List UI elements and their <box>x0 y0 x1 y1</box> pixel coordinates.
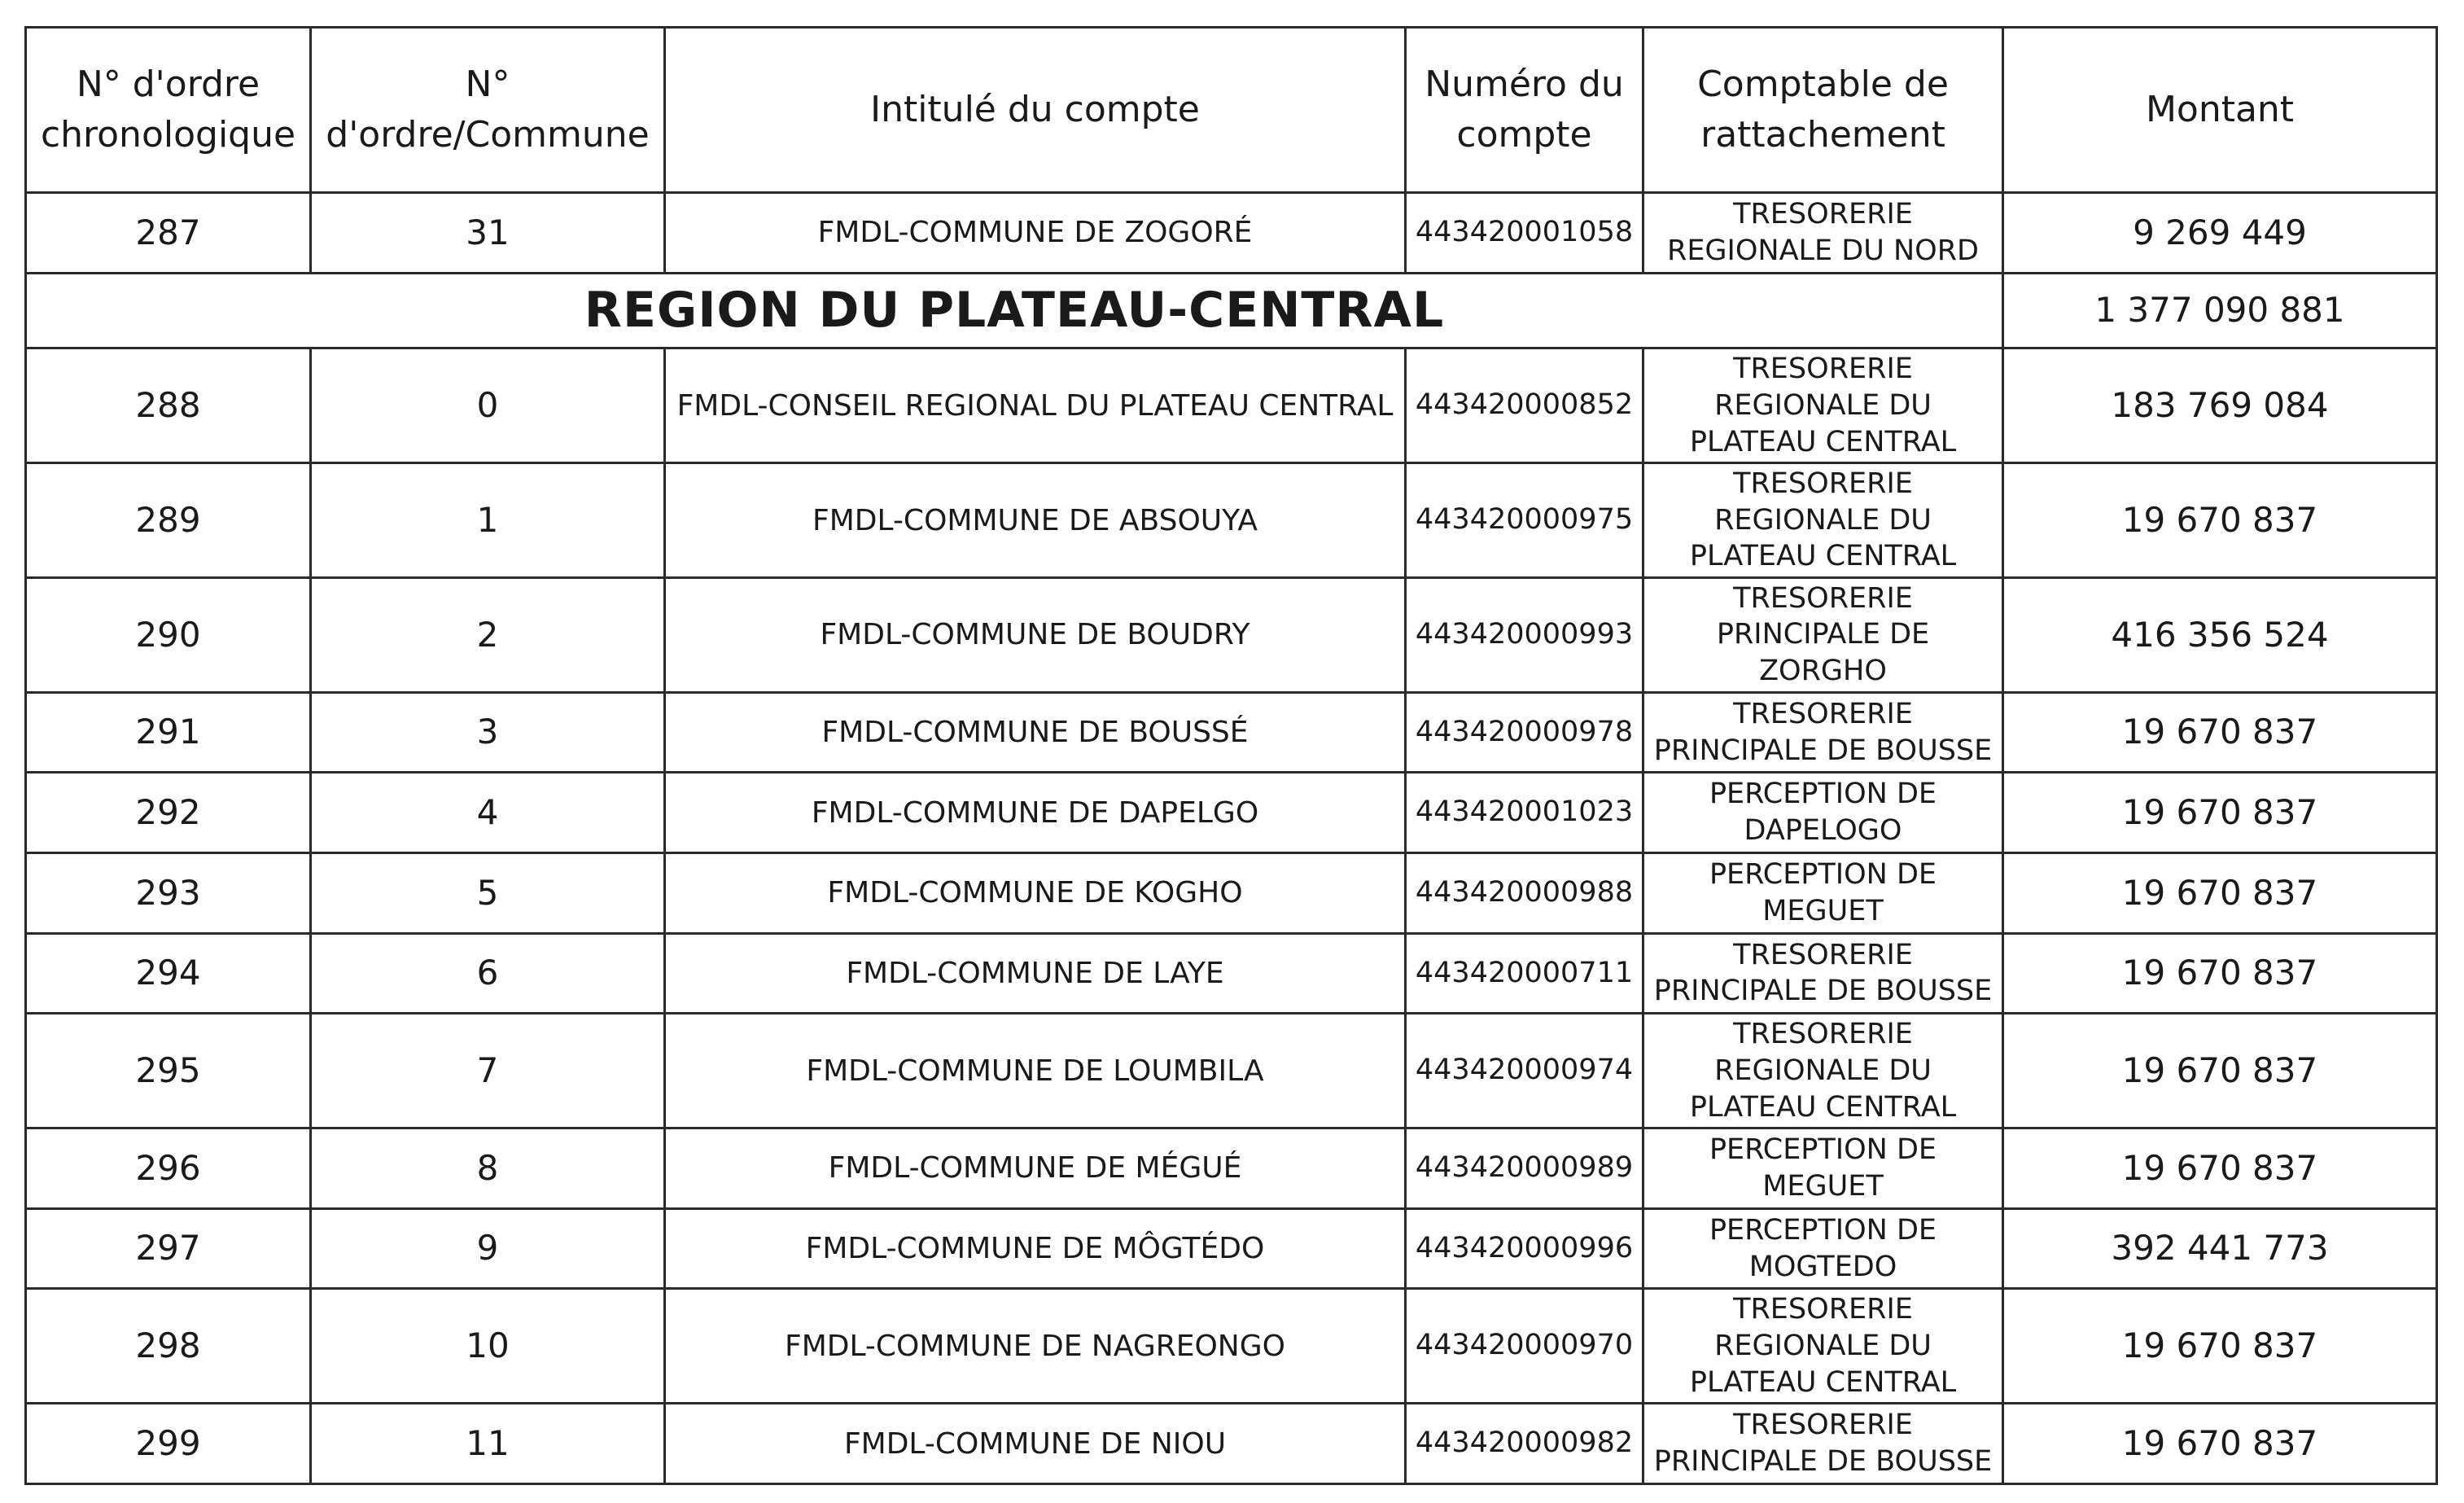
cell-intitule: FMDL-CONSEIL REGIONAL DU PLATEAU CENTRAL <box>665 348 1406 463</box>
cell-ordre-commune: 3 <box>311 692 665 773</box>
region-row <box>26 273 2437 348</box>
cell-numero: 443420000988 <box>1406 853 1643 934</box>
cell-intitule: FMDL-COMMUNE DE LAYE <box>665 933 1406 1014</box>
cell-intitule: FMDL-COMMUNE DE DAPELGO <box>665 773 1406 853</box>
cell-ordre-commune: 4 <box>311 773 665 853</box>
cell-intitule: FMDL-COMMUNE DE ZOGORÉ <box>665 193 1406 274</box>
table-header <box>26 28 2437 193</box>
cell-montant: 19 670 837 <box>2003 692 2437 773</box>
cell-ordre-chrono: 296 <box>26 1128 311 1209</box>
cell-ordre-chrono: 293 <box>26 853 311 934</box>
cell-ordre-chrono: 298 <box>26 1289 311 1404</box>
cell-intitule: FMDL-COMMUNE DE ABSOUYA <box>665 463 1406 578</box>
cell-ordre-commune: 2 <box>311 577 665 692</box>
header-montant: Montant <box>2003 28 2437 193</box>
table-row <box>26 933 2437 1014</box>
cell-montant: 19 670 837 <box>2003 1128 2437 1209</box>
cell-comptable: PERCEPTION DE MEGUET <box>1643 853 2003 934</box>
cell-ordre-chrono: 287 <box>26 193 311 274</box>
cell-comptable: TRESORERIE PRINCIPALE DE BOUSSE <box>1643 692 2003 773</box>
region-name: REGION DU PLATEAU-CENTRAL <box>26 273 2003 348</box>
cell-numero: 443420000975 <box>1406 463 1643 578</box>
cell-intitule: FMDL-COMMUNE DE LOUMBILA <box>665 1014 1406 1128</box>
header-row <box>26 28 2437 193</box>
cell-ordre-chrono: 294 <box>26 933 311 1014</box>
cell-ordre-commune: 6 <box>311 933 665 1014</box>
cell-montant: 19 670 837 <box>2003 853 2437 934</box>
cell-comptable: PERCEPTION DE MEGUET <box>1643 1128 2003 1209</box>
accounts-table <box>24 26 2438 1485</box>
cell-comptable: PERCEPTION DE MOGTEDO <box>1643 1208 2003 1289</box>
cell-montant: 19 670 837 <box>2003 773 2437 853</box>
cell-ordre-commune: 31 <box>311 193 665 274</box>
cell-ordre-chrono: 291 <box>26 692 311 773</box>
cell-numero: 443420000996 <box>1406 1208 1643 1289</box>
cell-intitule: FMDL-COMMUNE DE NIOU <box>665 1404 1406 1484</box>
table-body <box>26 193 2437 1484</box>
cell-numero: 443420001058 <box>1406 193 1643 274</box>
cell-ordre-commune: 0 <box>311 348 665 463</box>
cell-intitule: FMDL-COMMUNE DE MÉGUÉ <box>665 1128 1406 1209</box>
cell-comptable: TRESORERIE REGIONALE DU PLATEAU CENTRAL <box>1643 463 2003 578</box>
header-numero: Numéro du compte <box>1406 28 1643 193</box>
cell-ordre-commune: 7 <box>311 1014 665 1128</box>
table-row <box>26 1208 2437 1289</box>
cell-comptable: TRESORERIE PRINCIPALE DE BOUSSE <box>1643 1404 2003 1484</box>
table-row <box>26 1289 2437 1404</box>
cell-montant: 183 769 084 <box>2003 348 2437 463</box>
cell-ordre-commune: 5 <box>311 853 665 934</box>
cell-ordre-commune: 1 <box>311 463 665 578</box>
table-row <box>26 463 2437 578</box>
cell-comptable: TRESORERIE REGIONALE DU PLATEAU CENTRAL <box>1643 1289 2003 1404</box>
cell-montant: 19 670 837 <box>2003 1404 2437 1484</box>
cell-ordre-chrono: 299 <box>26 1404 311 1484</box>
cell-montant: 416 356 524 <box>2003 577 2437 692</box>
cell-intitule: FMDL-COMMUNE DE BOUSSÉ <box>665 692 1406 773</box>
cell-ordre-chrono: 295 <box>26 1014 311 1128</box>
table-row <box>26 1014 2437 1128</box>
cell-ordre-chrono: 290 <box>26 577 311 692</box>
header-comptable: Comptable de rattachement <box>1643 28 2003 193</box>
cell-montant: 19 670 837 <box>2003 463 2437 578</box>
cell-montant: 392 441 773 <box>2003 1208 2437 1289</box>
cell-ordre-chrono: 297 <box>26 1208 311 1289</box>
cell-montant: 19 670 837 <box>2003 933 2437 1014</box>
cell-numero: 443420000993 <box>1406 577 1643 692</box>
cell-intitule: FMDL-COMMUNE DE KOGHO <box>665 853 1406 934</box>
table-row <box>26 193 2437 274</box>
header-ordre-commune: N° d'ordre/Commune <box>311 28 665 193</box>
cell-numero: 443420000974 <box>1406 1014 1643 1128</box>
cell-intitule: FMDL-COMMUNE DE NAGREONGO <box>665 1289 1406 1404</box>
cell-montant: 19 670 837 <box>2003 1289 2437 1404</box>
cell-intitule: FMDL-COMMUNE DE BOUDRY <box>665 577 1406 692</box>
table-row <box>26 692 2437 773</box>
cell-ordre-commune: 11 <box>311 1404 665 1484</box>
cell-montant: 9 269 449 <box>2003 193 2437 274</box>
cell-numero: 443420000711 <box>1406 933 1643 1014</box>
cell-comptable: PERCEPTION DE DAPELOGO <box>1643 773 2003 853</box>
cell-ordre-commune: 8 <box>311 1128 665 1209</box>
table-row <box>26 1404 2437 1484</box>
header-ordre-chrono: N° d'ordre chronologique <box>26 28 311 193</box>
table-row <box>26 853 2437 934</box>
cell-numero: 443420000982 <box>1406 1404 1643 1484</box>
cell-comptable: TRESORERIE PRINCIPALE DE BOUSSE <box>1643 933 2003 1014</box>
table-row <box>26 1128 2437 1209</box>
cell-ordre-chrono: 289 <box>26 463 311 578</box>
cell-comptable: TRESORERIE REGIONALE DU PLATEAU CENTRAL <box>1643 348 2003 463</box>
header-intitule: Intitulé du compte <box>665 28 1406 193</box>
cell-ordre-chrono: 292 <box>26 773 311 853</box>
table-row <box>26 348 2437 463</box>
cell-intitule: FMDL-COMMUNE DE MÔGTÉDO <box>665 1208 1406 1289</box>
cell-numero: 443420000970 <box>1406 1289 1643 1404</box>
cell-numero: 443420000978 <box>1406 692 1643 773</box>
cell-comptable: TRESORERIE PRINCIPALE DE ZORGHO <box>1643 577 2003 692</box>
cell-ordre-chrono: 288 <box>26 348 311 463</box>
cell-numero: 443420001023 <box>1406 773 1643 853</box>
cell-montant: 19 670 837 <box>2003 1014 2437 1128</box>
table-row <box>26 577 2437 692</box>
cell-numero: 443420000852 <box>1406 348 1643 463</box>
cell-numero: 443420000989 <box>1406 1128 1643 1209</box>
cell-ordre-commune: 10 <box>311 1289 665 1404</box>
region-total: 1 377 090 881 <box>2003 273 2437 348</box>
cell-comptable: TRESORERIE REGIONALE DU NORD <box>1643 193 2003 274</box>
cell-ordre-commune: 9 <box>311 1208 665 1289</box>
cell-comptable: TRESORERIE REGIONALE DU PLATEAU CENTRAL <box>1643 1014 2003 1128</box>
table-row <box>26 773 2437 853</box>
